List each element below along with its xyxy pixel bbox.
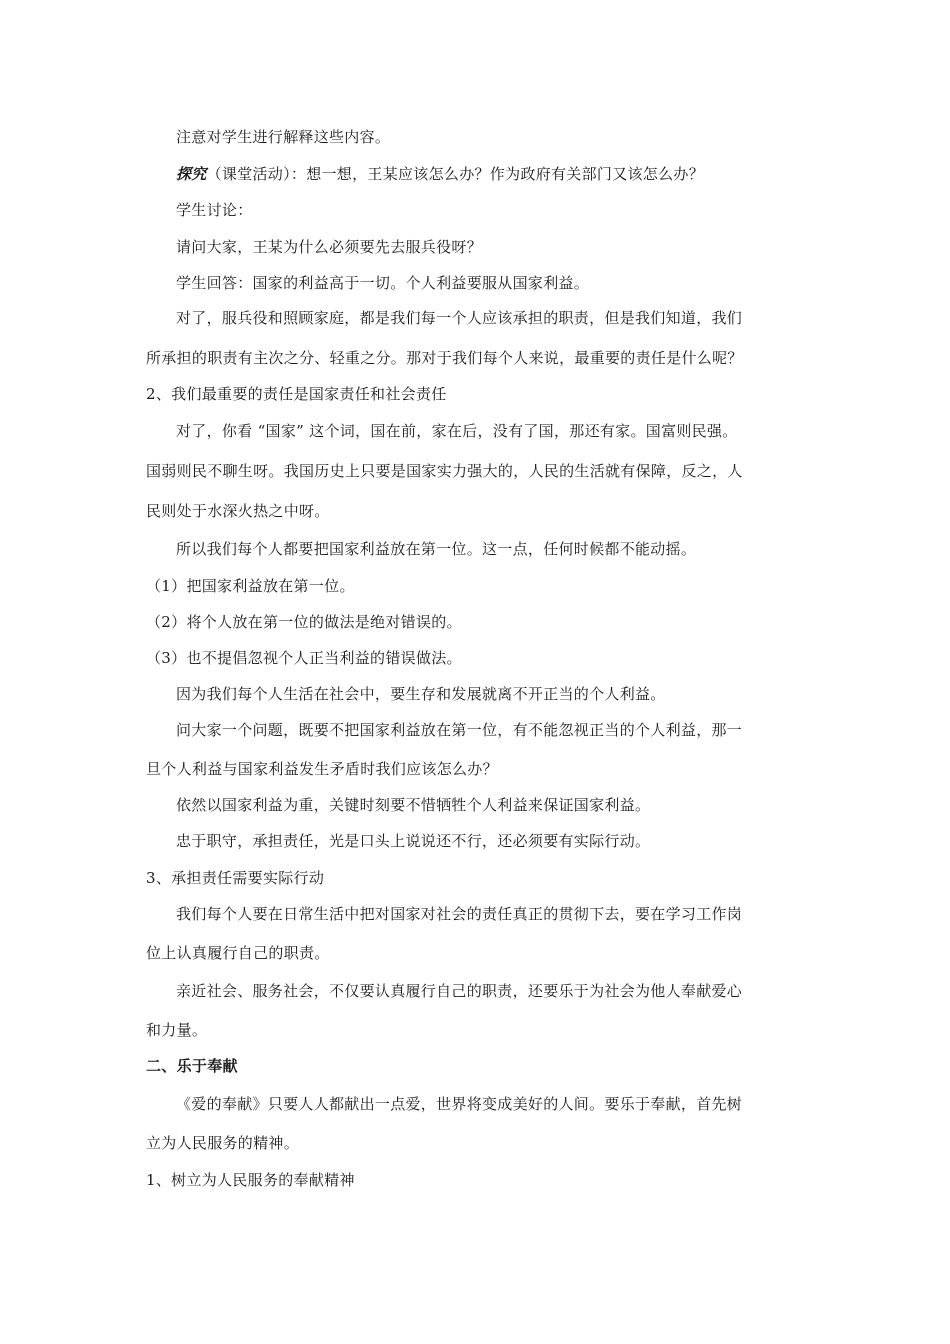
paragraph-line: 位上认真履行自己的职责。 — [146, 944, 330, 962]
paragraph-line: 我们每个人要在日常生活中把对国家对社会的责任真正的贯彻下去，要在学习工作岗 — [176, 905, 743, 923]
major-heading: 二、乐于奉献 — [146, 1057, 238, 1075]
inquiry-line — [176, 164, 704, 184]
paragraph-line: 国弱则民不聊生呀。我国历史上只要是国家实力强大的，人民的生活就有保障，反之，人 — [146, 462, 743, 480]
paragraph-line: 对了，你看 “国家” 这个词，国在前，家在后，没有了国，那还有家。国富则民强。 — [176, 422, 738, 440]
paragraph-line: 学生讨论： — [176, 201, 253, 219]
paragraph-line: 依然以国家利益为重，关键时刻要不惜牺牲个人利益来保证国家利益。 — [176, 796, 651, 814]
list-item: （1）把国家利益放在第一位。 — [146, 577, 355, 595]
paragraph-line: 问大家一个问题，既要不把国家利益放在第一位，有不能忽视正当的个人利益，那一 — [176, 721, 743, 739]
paragraph-line: 和力量。 — [146, 1021, 208, 1039]
paragraph-line: 所承担的职责有主次之分、轻重之分。那对于我们每个人来说，最重要的责任是什么呢？ — [146, 349, 743, 367]
paragraph-line: 立为人民服务的精神。 — [146, 1134, 300, 1152]
paragraph-line: 学生回答：国家的利益高于一切。个人利益要服从国家利益。 — [176, 274, 590, 292]
paragraph-line: 请问大家，王某为什么必须要先去服兵役呀？ — [176, 238, 483, 256]
paragraph-line: 旦个人利益与国家利益发生矛盾时我们应该怎么办？ — [146, 760, 498, 778]
list-item: （2）将个人放在第一位的做法是绝对错误的。 — [146, 613, 462, 631]
section-heading: 3、承担责任需要实际行动 — [146, 869, 325, 887]
paragraph-line: 因为我们每个人生活在社会中，要生存和发展就离不开正当的个人利益。 — [176, 685, 666, 703]
paragraph-line: 对了，服兵役和照顾家庭，都是我们每一个人应该承担的职责，但是我们知道，我们 — [176, 309, 743, 327]
section-heading: 1、树立为人民服务的奉献精神 — [146, 1171, 355, 1189]
paragraph-line: 注意对学生进行解释这些内容。 — [176, 128, 391, 146]
section-heading: 2、我们最重要的责任是国家责任和社会责任 — [146, 385, 447, 403]
paragraph-line: 《爱的奉献》只要人人都献出一点爱，世界将变成美好的人间。要乐于奉献，首先树 — [176, 1095, 743, 1113]
paragraph-line: 忠于职守，承担责任，光是口头上说说还不行，还必须要有实际行动。 — [176, 832, 651, 850]
paragraph-line: 亲近社会、服务社会，不仅要认真履行自己的职责，还要乐于为社会为他人奉献爱心 — [176, 982, 743, 1000]
paragraph-line: 所以我们每个人都要把国家利益放在第一位。这一点，任何时候都不能动摇。 — [176, 540, 697, 558]
list-item: （3）也不提倡忽视个人正当利益的错误做法。 — [146, 649, 462, 667]
inquiry-text: （课堂活动）：想一想，王某应该怎么办？作为政府有关部门又该怎么办？ — [206, 165, 705, 183]
paragraph-line: 民则处于水深火热之中呀。 — [146, 502, 330, 520]
inquiry-label: 探究 — [176, 165, 207, 183]
